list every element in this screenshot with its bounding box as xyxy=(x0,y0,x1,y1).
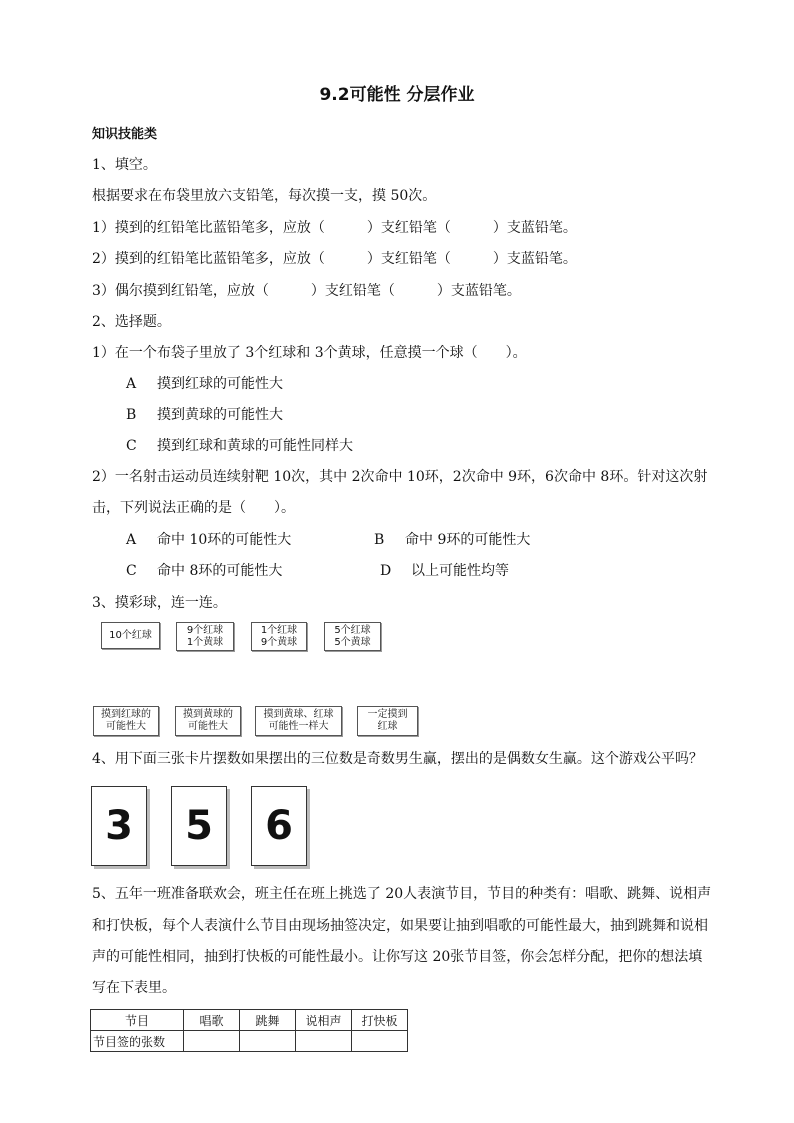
digit-card-3: 3 xyxy=(91,786,147,866)
top-card-4[interactable] xyxy=(324,622,381,651)
table-header-cell: 打快板 xyxy=(352,1010,408,1031)
q2-sub1-option-a: 摸到红球的可能性大 xyxy=(157,376,283,392)
q2-sub1-option-b: 摸到黄球的可能性大 xyxy=(157,407,283,423)
table-header-cell: 跳舞 xyxy=(240,1010,296,1031)
q5-line-3: 声的可能性相同，抽到打快板的可能性最小。让你写这 20张节目签，你会怎样分配，把你的想法填 xyxy=(92,949,703,965)
top-card-4-label: 5个红球 5个黄球 xyxy=(334,624,371,648)
table-header-cell: 节目 xyxy=(91,1010,184,1031)
bottom-card-1[interactable] xyxy=(93,706,159,736)
bottom-card-2-label: 摸到黄球的 可能性大 xyxy=(183,709,233,732)
q5-line-4: 写在下表里。 xyxy=(92,980,176,996)
q4-heading: 4、用下面三张卡片摆数如果摆出的三位数是奇数男生赢，摆出的是偶数女生赢。这个游戏公平吗？ xyxy=(92,751,703,767)
q3-heading: 3、摸彩球，连一连。 xyxy=(92,595,227,611)
top-card-3[interactable] xyxy=(251,622,307,651)
table-row xyxy=(91,1031,408,1052)
q2-sub2-option-d-letter: D xyxy=(380,563,392,579)
top-card-2-label: 9个红球 1个黄球 xyxy=(186,624,224,648)
q2-sub2-option-b: 命中 9环的可能性大 xyxy=(405,532,531,548)
q1-heading: 1、填空。 xyxy=(92,157,157,173)
bottom-card-1-label: 摸到红球的 可能性大 xyxy=(101,709,151,732)
q2-sub2-stem-1: 2）一名射击运动员连续射靶 10次，其中 2次命中 10环，2次命中 9环，6次命中 8环。针对这次射 xyxy=(92,469,708,485)
answer-cell-crosstalk[interactable] xyxy=(296,1031,352,1052)
top-card-1[interactable] xyxy=(101,622,160,649)
q2-sub2-option-b-letter: B xyxy=(374,532,385,548)
q2-sub1-option-a-letter: A xyxy=(126,376,137,392)
q2-sub2-option-c: 命中 8环的可能性大 xyxy=(157,563,283,579)
q1-intro: 根据要求在布袋里放六支铅笔，每次摸一支，摸 50次。 xyxy=(92,188,437,204)
q5-line-1: 5、五年一班准备联欢会，班主任在班上挑选了 20人表演节目，节目的种类有：唱歌、跳舞、说相声 xyxy=(92,886,712,902)
q2-heading: 2、选择题。 xyxy=(92,314,171,330)
bottom-card-4-label: 一定摸到 红球 xyxy=(367,709,408,732)
section-heading: 知识技能类 xyxy=(92,127,158,142)
q2-sub2-option-a-letter: A xyxy=(126,532,137,548)
program-table xyxy=(90,1009,408,1052)
bottom-card-3[interactable] xyxy=(255,706,342,736)
q5-line-2: 和打快板，每个人表演什么节目由现场抽签决定，如果要让抽到唱歌的可能性最大，抽到跳舞和说相 xyxy=(92,918,708,934)
table-header-cell: 唱歌 xyxy=(184,1010,240,1031)
digit-card-6: 6 xyxy=(251,786,307,866)
q1-item-2: 2）摸到的红铅笔比蓝铅笔多，应放（ ）支红铅笔（ ）支蓝铅笔。 xyxy=(92,251,577,267)
table-row xyxy=(91,1010,408,1031)
table-header-cell: 说相声 xyxy=(296,1010,352,1031)
q2-sub1-stem: 1）在一个布袋子里放了 3个红球和 3个黄球，任意摸一个球（ ）。 xyxy=(92,345,527,361)
answer-cell-kuaiban[interactable] xyxy=(352,1031,408,1052)
bottom-card-4[interactable] xyxy=(357,706,418,736)
top-card-3-label: 1个红球 9个黄球 xyxy=(260,624,298,648)
bottom-card-2[interactable] xyxy=(175,706,241,736)
table-row-label: 节目签的张数 xyxy=(91,1031,184,1052)
q2-sub2-option-d: 以上可能性均等 xyxy=(411,563,509,579)
q2-sub2-stem-2: 击，下列说法正确的是（ ）。 xyxy=(92,500,295,516)
digit-card-5: 5 xyxy=(171,786,227,866)
top-card-1-label: 10个红球 xyxy=(109,629,152,641)
page-title: 9.2可能性 分层作业 xyxy=(319,85,475,105)
top-card-2[interactable] xyxy=(176,622,234,651)
bottom-card-3-label: 摸到黄球、红球 可能性一样大 xyxy=(263,709,334,732)
answer-cell-singing[interactable] xyxy=(184,1031,240,1052)
q2-sub1-option-c-letter: C xyxy=(126,438,137,454)
q2-sub2-option-a: 命中 10环的可能性大 xyxy=(157,532,292,548)
q2-sub2-option-c-letter: C xyxy=(126,563,137,579)
q1-item-3: 3）偶尔摸到红铅笔，应放（ ）支红铅笔（ ）支蓝铅笔。 xyxy=(92,283,521,299)
q2-sub1-option-c: 摸到红球和黄球的可能性同样大 xyxy=(157,438,353,454)
answer-cell-dancing[interactable] xyxy=(240,1031,296,1052)
q1-item-1: 1）摸到的红铅笔比蓝铅笔多，应放（ ）支红铅笔（ ）支蓝铅笔。 xyxy=(92,220,577,236)
q2-sub1-option-b-letter: B xyxy=(126,407,137,423)
